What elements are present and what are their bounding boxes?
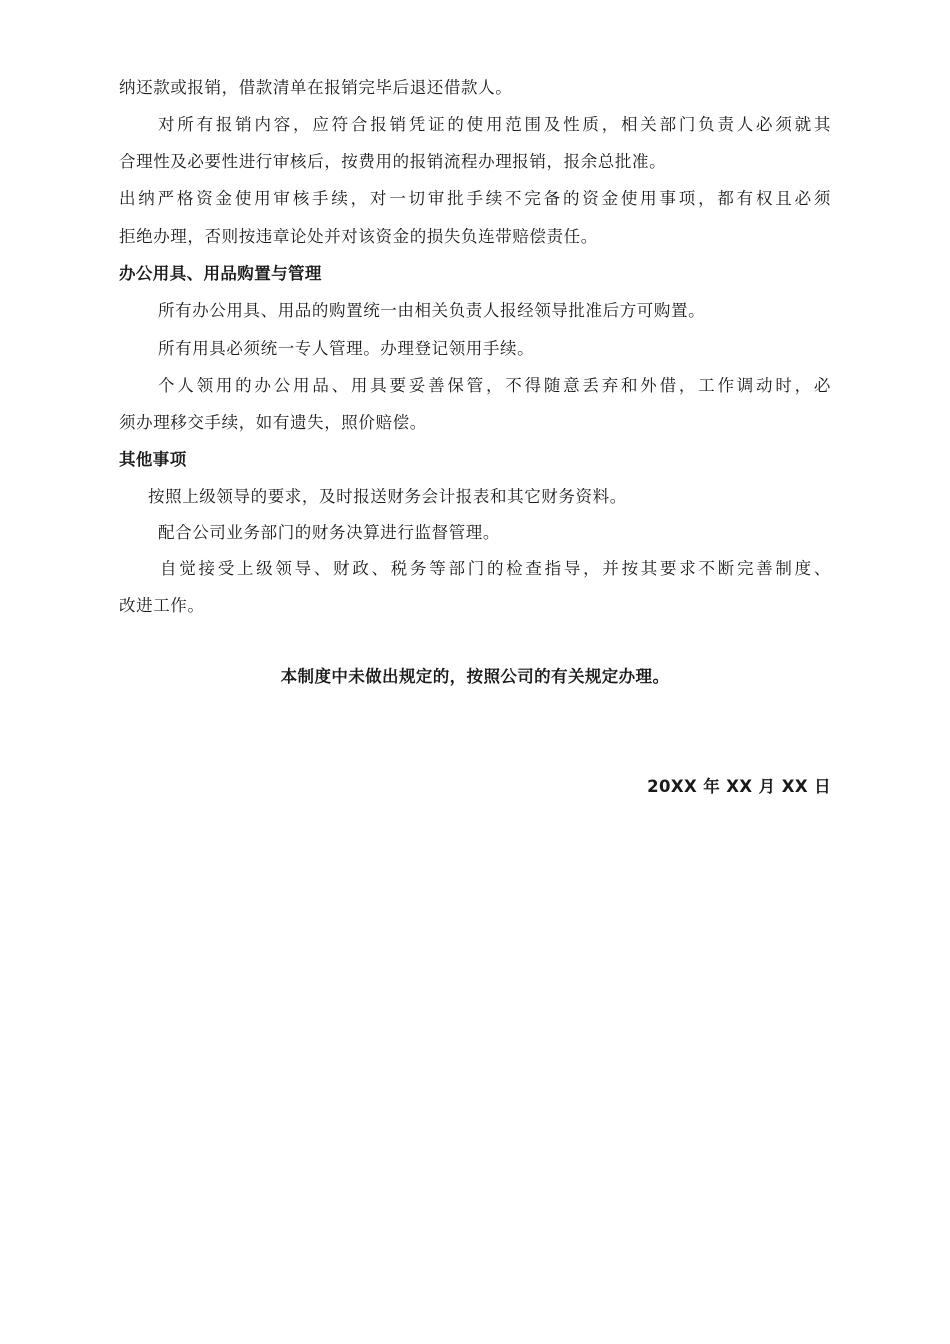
other-reports: 按照上级领导的要求，及时报送财务会计报表和其它财务资料。: [148, 487, 627, 506]
paragraph-review-line-1: 对所有报销内容，应符合报销凭证的使用范围及性质，相关部门负责人必须就其: [158, 115, 831, 134]
other-inspection-line-1: 自觉接受上级领导、财政、税务等部门的检查指导，并按其要求不断完善制度、: [160, 559, 831, 578]
office-supplies-personal-line-2: 须办理移交手续，如有遗失，照价赔偿。: [119, 413, 427, 432]
document-date: 20XX 年 XX 月 XX 日: [647, 777, 831, 796]
paragraph-cashier-line-1: 出纳严格资金使用审核手续，对一切审批手续不完备的资金使用事项，都有权且必须: [119, 189, 831, 208]
section-heading-office-supplies: 办公用具、用品购置与管理: [119, 264, 322, 283]
paragraph-reimburse-end: 纳还款或报销，借款清单在报销完毕后退还借款人。: [119, 78, 513, 97]
other-inspection-line-2: 改进工作。: [119, 596, 205, 615]
other-supervision: 配合公司业务部门的财务决算进行监督管理。: [158, 523, 500, 542]
section-heading-other: 其他事项: [119, 450, 187, 469]
office-supplies-management: 所有用具必须统一专人管理。办理登记领用手续。: [158, 339, 535, 358]
paragraph-cashier-line-2: 拒绝办理，否则按违章论处并对该资金的损失负连带赔偿责任。: [119, 227, 598, 246]
office-supplies-personal-line-1: 个人领用的办公用品、用具要妥善保管，不得随意丢弃和外借，工作调动时，必: [158, 376, 831, 395]
paragraph-review-line-2: 合理性及必要性进行审核后，按费用的报销流程办理报销，报余总批准。: [119, 152, 667, 171]
office-supplies-purchase: 所有办公用具、用品的购置统一由相关负责人报经领导批准后方可购置。: [158, 301, 706, 320]
closing-statement: 本制度中未做出规定的，按照公司的有关规定办理。: [280, 667, 670, 686]
